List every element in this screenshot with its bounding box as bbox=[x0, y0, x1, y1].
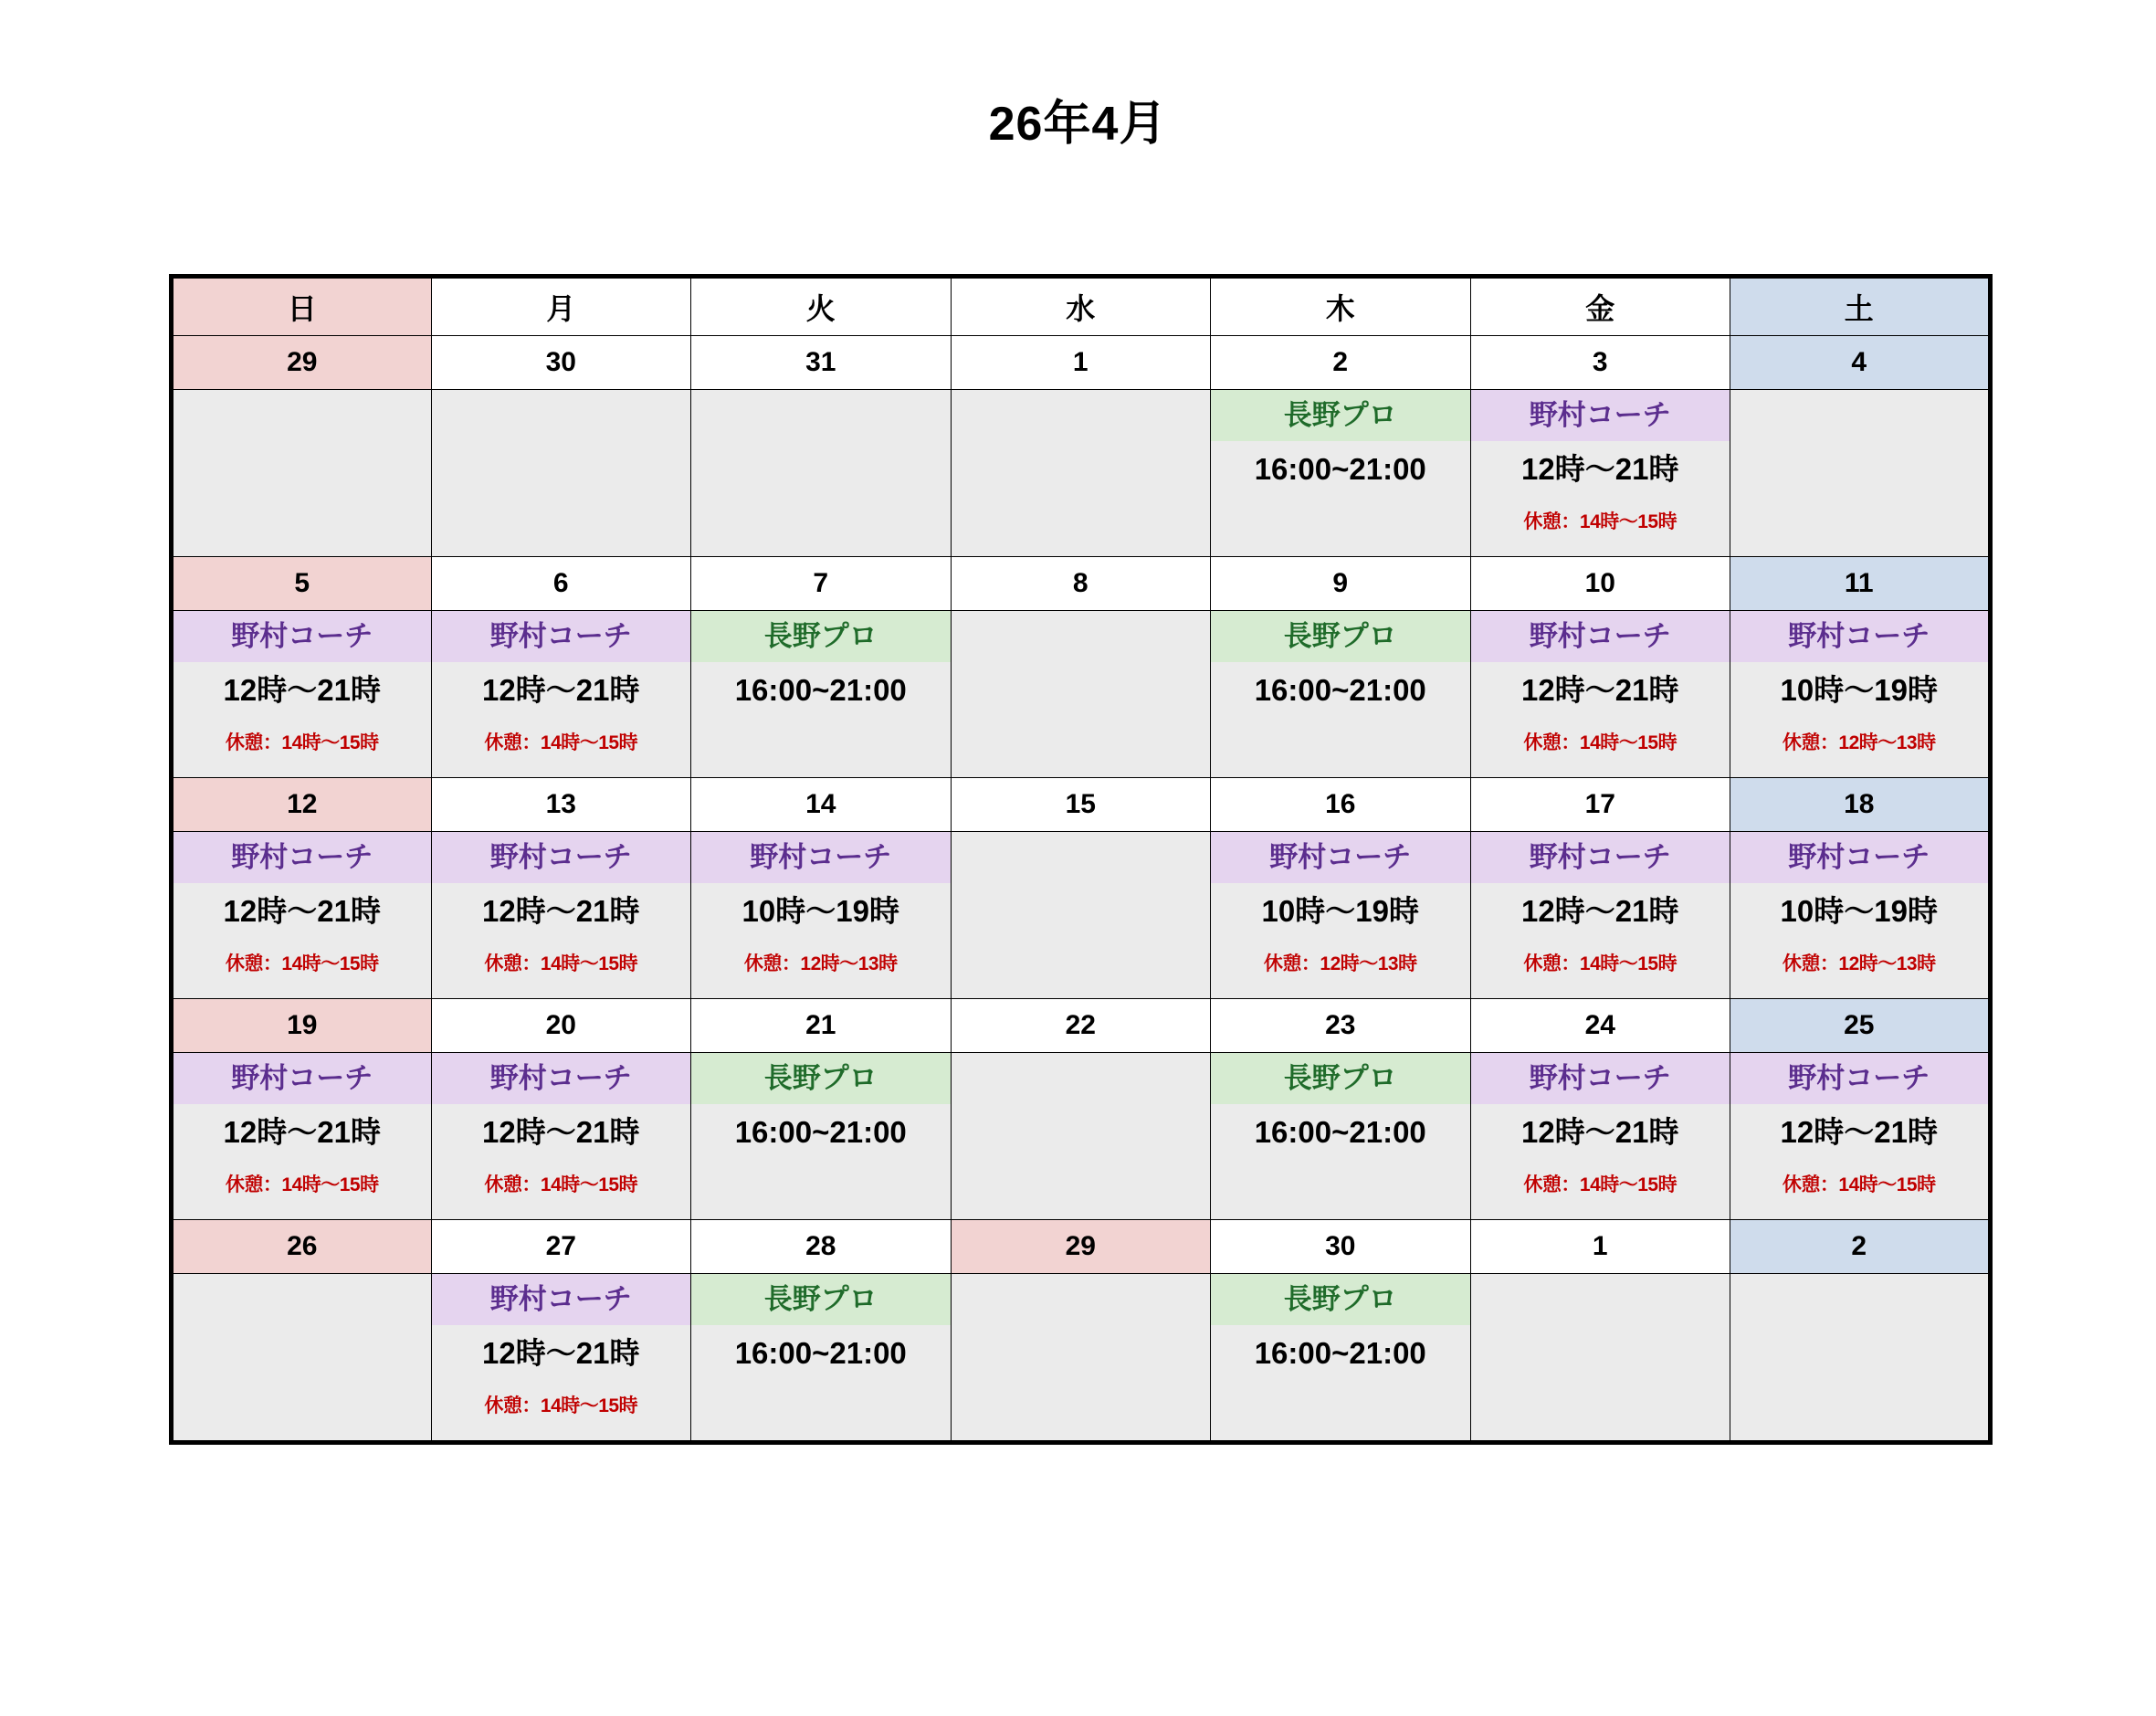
shift-cell[interactable] bbox=[691, 611, 952, 778]
shift-hours: 12時～21時 bbox=[1521, 894, 1679, 928]
shift-hours: 10時～19時 bbox=[741, 894, 899, 928]
shift-cell-content bbox=[174, 832, 431, 998]
shift-cell[interactable] bbox=[1211, 1274, 1471, 1443]
shift-cell-content bbox=[691, 611, 951, 777]
shift-hours: 12時～21時 bbox=[1521, 452, 1679, 486]
empty-shift bbox=[1730, 390, 1988, 556]
weekday-header-cell: 水 bbox=[951, 277, 1211, 336]
shift-hours: 16:00~21:00 bbox=[734, 673, 907, 707]
weekday-header-row bbox=[172, 277, 1991, 336]
date-cell[interactable]: 9 bbox=[1211, 557, 1471, 611]
shift-cell[interactable] bbox=[951, 1274, 1211, 1443]
shift-cell[interactable] bbox=[1730, 1053, 1991, 1220]
break-note: 休憩：14時～15時 bbox=[484, 1395, 638, 1416]
shift-cell[interactable] bbox=[1730, 1274, 1991, 1443]
shift-hours: 16:00~21:00 bbox=[1254, 1336, 1426, 1370]
date-cell[interactable]: 14 bbox=[691, 778, 952, 832]
shift-hours: 16:00~21:00 bbox=[734, 1336, 907, 1370]
date-cell[interactable]: 2 bbox=[1211, 336, 1471, 390]
weekday-header-cell: 月 bbox=[431, 277, 691, 336]
shift-hours: 12時～21時 bbox=[223, 1115, 381, 1149]
date-cell[interactable]: 4 bbox=[1730, 336, 1991, 390]
date-row bbox=[172, 999, 1991, 1053]
shift-cell[interactable] bbox=[691, 1274, 952, 1443]
date-cell[interactable]: 10 bbox=[1470, 557, 1730, 611]
date-cell[interactable]: 31 bbox=[691, 336, 952, 390]
date-cell[interactable]: 28 bbox=[691, 1220, 952, 1274]
break-note: 休憩：14時～15時 bbox=[1523, 1174, 1677, 1195]
shift-cell[interactable] bbox=[691, 1053, 952, 1220]
break-note: 休憩：14時～15時 bbox=[484, 1174, 638, 1195]
break-note: 休憩：14時～15時 bbox=[225, 953, 379, 974]
date-cell[interactable]: 30 bbox=[1211, 1220, 1471, 1274]
shift-hours: 12時～21時 bbox=[1780, 1115, 1938, 1149]
shift-cell[interactable] bbox=[431, 611, 691, 778]
schedule-calendar bbox=[169, 274, 1993, 1445]
shift-cell-content bbox=[1471, 611, 1730, 777]
staff-badge: 長野プロ bbox=[1211, 390, 1470, 441]
shift-cell-content bbox=[1211, 390, 1470, 556]
staff-badge: 野村コーチ bbox=[432, 832, 691, 883]
staff-badge: 野村コーチ bbox=[1471, 1053, 1730, 1104]
date-row bbox=[172, 1220, 1991, 1274]
date-cell[interactable]: 13 bbox=[431, 778, 691, 832]
staff-badge: 野村コーチ bbox=[1730, 1053, 1988, 1104]
shift-cell-content bbox=[1730, 1053, 1988, 1219]
shift-cell-content bbox=[691, 1053, 951, 1219]
shift-cell[interactable] bbox=[1470, 1053, 1730, 1220]
break-note: 休憩：12時～13時 bbox=[1263, 953, 1417, 974]
shift-cell[interactable] bbox=[172, 1274, 432, 1443]
empty-shift bbox=[952, 611, 1211, 777]
date-cell[interactable]: 27 bbox=[431, 1220, 691, 1274]
shift-hours: 10時～19時 bbox=[1780, 673, 1938, 707]
shift-cell-content bbox=[691, 390, 951, 556]
date-cell[interactable]: 19 bbox=[172, 999, 432, 1053]
break-note: 休憩：12時～13時 bbox=[743, 953, 898, 974]
date-cell[interactable]: 6 bbox=[431, 557, 691, 611]
shift-hours: 16:00~21:00 bbox=[1254, 452, 1426, 486]
date-cell[interactable]: 25 bbox=[1730, 999, 1991, 1053]
shift-cell-content bbox=[952, 832, 1211, 998]
break-note: 休憩：14時～15時 bbox=[1523, 732, 1677, 753]
shift-cell-content bbox=[174, 1053, 431, 1219]
break-note: 休憩：14時～15時 bbox=[1782, 1174, 1936, 1195]
shift-row bbox=[172, 832, 1991, 999]
shift-cell[interactable] bbox=[1730, 832, 1991, 999]
staff-badge: 長野プロ bbox=[1211, 1274, 1470, 1325]
shift-cell[interactable] bbox=[1470, 611, 1730, 778]
shift-cell[interactable] bbox=[1211, 832, 1471, 999]
shift-cell-content bbox=[691, 832, 951, 998]
shift-row bbox=[172, 1053, 1991, 1220]
shift-cell-content bbox=[432, 390, 691, 556]
schedule-page bbox=[0, 99, 2156, 1716]
date-cell[interactable]: 1 bbox=[1470, 1220, 1730, 1274]
break-note bbox=[1211, 719, 1470, 768]
empty-shift bbox=[174, 390, 431, 556]
staff-badge: 野村コーチ bbox=[432, 1274, 691, 1325]
empty-shift bbox=[691, 390, 951, 556]
shift-hours: 12時～21時 bbox=[1521, 1115, 1679, 1149]
shift-cell-content bbox=[1730, 611, 1988, 777]
shift-hours: 12時～21時 bbox=[482, 1115, 640, 1149]
staff-badge: 長野プロ bbox=[691, 1274, 951, 1325]
shift-cell-content bbox=[432, 611, 691, 777]
shift-hours: 16:00~21:00 bbox=[1254, 673, 1426, 707]
shift-cell[interactable] bbox=[431, 832, 691, 999]
shift-cell[interactable] bbox=[1470, 1274, 1730, 1443]
shift-hours: 12時～21時 bbox=[482, 673, 640, 707]
shift-cell-content bbox=[1471, 390, 1730, 556]
shift-cell[interactable] bbox=[1730, 611, 1991, 778]
shift-cell[interactable] bbox=[431, 1274, 691, 1443]
shift-hours: 12時～21時 bbox=[482, 894, 640, 928]
staff-badge: 野村コーチ bbox=[1471, 611, 1730, 662]
date-cell[interactable]: 29 bbox=[951, 1220, 1211, 1274]
shift-cell-content bbox=[952, 1053, 1211, 1219]
shift-cell[interactable] bbox=[1730, 390, 1991, 557]
staff-badge: 野村コーチ bbox=[174, 832, 431, 883]
shift-cell[interactable] bbox=[951, 611, 1211, 778]
empty-shift bbox=[1730, 1274, 1988, 1440]
shift-hours: 10時～19時 bbox=[1780, 894, 1938, 928]
staff-badge: 野村コーチ bbox=[432, 611, 691, 662]
date-cell[interactable]: 1 bbox=[951, 336, 1211, 390]
shift-hours: 12時～21時 bbox=[482, 1336, 640, 1370]
break-note: 休憩：12時～13時 bbox=[1782, 732, 1936, 753]
shift-cell[interactable] bbox=[172, 611, 432, 778]
shift-cell[interactable] bbox=[1470, 832, 1730, 999]
empty-shift bbox=[432, 390, 691, 556]
shift-cell-content bbox=[1471, 832, 1730, 998]
empty-shift bbox=[952, 832, 1211, 998]
date-cell[interactable]: 3 bbox=[1470, 336, 1730, 390]
shift-cell-content bbox=[1471, 1053, 1730, 1219]
date-cell[interactable]: 24 bbox=[1470, 999, 1730, 1053]
shift-cell-content bbox=[691, 1274, 951, 1440]
shift-cell-content bbox=[174, 390, 431, 556]
staff-badge: 長野プロ bbox=[691, 1053, 951, 1104]
staff-badge: 長野プロ bbox=[1211, 1053, 1470, 1104]
shift-cell[interactable] bbox=[1470, 390, 1730, 557]
weekday-header-cell: 日 bbox=[172, 277, 432, 336]
shift-cell[interactable] bbox=[1211, 1053, 1471, 1220]
shift-cell-content bbox=[1730, 832, 1988, 998]
shift-cell[interactable] bbox=[1211, 611, 1471, 778]
staff-badge: 野村コーチ bbox=[1211, 832, 1470, 883]
shift-row bbox=[172, 1274, 1991, 1443]
empty-shift bbox=[952, 1274, 1211, 1440]
shift-cell[interactable] bbox=[691, 832, 952, 999]
break-note bbox=[1211, 1382, 1470, 1431]
staff-badge: 野村コーチ bbox=[432, 1053, 691, 1104]
break-note: 休憩：14時～15時 bbox=[225, 1174, 379, 1195]
break-note bbox=[691, 1382, 951, 1431]
shift-hours: 12時～21時 bbox=[223, 673, 381, 707]
shift-hours: 12時～21時 bbox=[1521, 673, 1679, 707]
break-note bbox=[1211, 1161, 1470, 1210]
shift-hours: 10時～19時 bbox=[1261, 894, 1419, 928]
date-cell[interactable]: 17 bbox=[1470, 778, 1730, 832]
shift-cell-content bbox=[432, 832, 691, 998]
shift-cell[interactable] bbox=[951, 832, 1211, 999]
date-cell[interactable]: 8 bbox=[951, 557, 1211, 611]
weekday-header-cell: 木 bbox=[1211, 277, 1471, 336]
shift-cell-content bbox=[1471, 1274, 1730, 1440]
empty-shift bbox=[952, 390, 1211, 556]
shift-row bbox=[172, 611, 1991, 778]
staff-badge: 野村コーチ bbox=[1471, 390, 1730, 441]
date-row bbox=[172, 557, 1991, 611]
shift-cell[interactable] bbox=[431, 390, 691, 557]
shift-cell-content bbox=[1211, 832, 1470, 998]
staff-badge: 長野プロ bbox=[1211, 611, 1470, 662]
shift-cell-content bbox=[1211, 1053, 1470, 1219]
shift-cell-content bbox=[432, 1053, 691, 1219]
weekday-header-cell: 火 bbox=[691, 277, 952, 336]
shift-cell-content bbox=[952, 611, 1211, 777]
staff-badge: 長野プロ bbox=[691, 611, 951, 662]
break-note: 休憩：12時～13時 bbox=[1782, 953, 1936, 974]
shift-cell[interactable] bbox=[172, 832, 432, 999]
shift-hours: 12時～21時 bbox=[223, 894, 381, 928]
date-cell[interactable]: 30 bbox=[431, 336, 691, 390]
date-cell[interactable]: 22 bbox=[951, 999, 1211, 1053]
date-cell[interactable]: 11 bbox=[1730, 557, 1991, 611]
date-row bbox=[172, 336, 1991, 390]
shift-hours: 16:00~21:00 bbox=[1254, 1115, 1426, 1149]
shift-cell-content bbox=[432, 1274, 691, 1440]
date-row bbox=[172, 778, 1991, 832]
shift-cell-content bbox=[1211, 611, 1470, 777]
date-cell[interactable]: 21 bbox=[691, 999, 952, 1053]
shift-cell[interactable] bbox=[691, 390, 952, 557]
calendar-container bbox=[169, 274, 1988, 1445]
break-note: 休憩：14時～15時 bbox=[1523, 953, 1677, 974]
date-cell[interactable]: 20 bbox=[431, 999, 691, 1053]
staff-badge: 野村コーチ bbox=[1730, 611, 1988, 662]
empty-shift bbox=[952, 1053, 1211, 1219]
weekday-header-cell: 土 bbox=[1730, 277, 1991, 336]
date-cell[interactable]: 15 bbox=[951, 778, 1211, 832]
shift-cell[interactable] bbox=[951, 390, 1211, 557]
staff-badge: 野村コーチ bbox=[691, 832, 951, 883]
empty-shift bbox=[174, 1274, 431, 1440]
date-cell[interactable]: 29 bbox=[172, 336, 432, 390]
staff-badge: 野村コーチ bbox=[174, 611, 431, 662]
shift-cell[interactable] bbox=[172, 390, 432, 557]
page-title: 26年4月 bbox=[988, 98, 1168, 151]
date-cell[interactable]: 16 bbox=[1211, 778, 1471, 832]
break-note: 休憩：14時～15時 bbox=[1523, 511, 1677, 532]
date-cell[interactable]: 26 bbox=[172, 1220, 432, 1274]
break-note: 休憩：14時～15時 bbox=[225, 732, 379, 753]
empty-shift bbox=[1471, 1274, 1730, 1440]
shift-cell-content bbox=[1730, 1274, 1988, 1440]
break-note: 休憩：14時～15時 bbox=[484, 732, 638, 753]
weekday-header-cell: 金 bbox=[1470, 277, 1730, 336]
break-note bbox=[691, 1161, 951, 1210]
shift-cell[interactable] bbox=[172, 1053, 432, 1220]
shift-cell[interactable] bbox=[951, 1053, 1211, 1220]
staff-badge: 野村コーチ bbox=[174, 1053, 431, 1104]
date-cell[interactable]: 2 bbox=[1730, 1220, 1991, 1274]
date-cell[interactable]: 7 bbox=[691, 557, 952, 611]
shift-cell-content bbox=[174, 611, 431, 777]
shift-hours: 16:00~21:00 bbox=[734, 1115, 907, 1149]
date-cell[interactable]: 12 bbox=[172, 778, 432, 832]
date-cell[interactable]: 23 bbox=[1211, 999, 1471, 1053]
break-note: 休憩：14時～15時 bbox=[484, 953, 638, 974]
staff-badge: 野村コーチ bbox=[1730, 832, 1988, 883]
shift-cell-content bbox=[952, 390, 1211, 556]
staff-badge: 野村コーチ bbox=[1471, 832, 1730, 883]
shift-row bbox=[172, 390, 1991, 557]
shift-cell[interactable] bbox=[431, 1053, 691, 1220]
shift-cell-content bbox=[1211, 1274, 1470, 1440]
shift-cell-content bbox=[1730, 390, 1988, 556]
date-cell[interactable]: 5 bbox=[172, 557, 432, 611]
shift-cell-content bbox=[952, 1274, 1211, 1440]
date-cell[interactable]: 18 bbox=[1730, 778, 1991, 832]
break-note bbox=[1211, 498, 1470, 547]
break-note bbox=[691, 719, 951, 768]
shift-cell[interactable] bbox=[1211, 390, 1471, 557]
shift-cell-content bbox=[174, 1274, 431, 1440]
